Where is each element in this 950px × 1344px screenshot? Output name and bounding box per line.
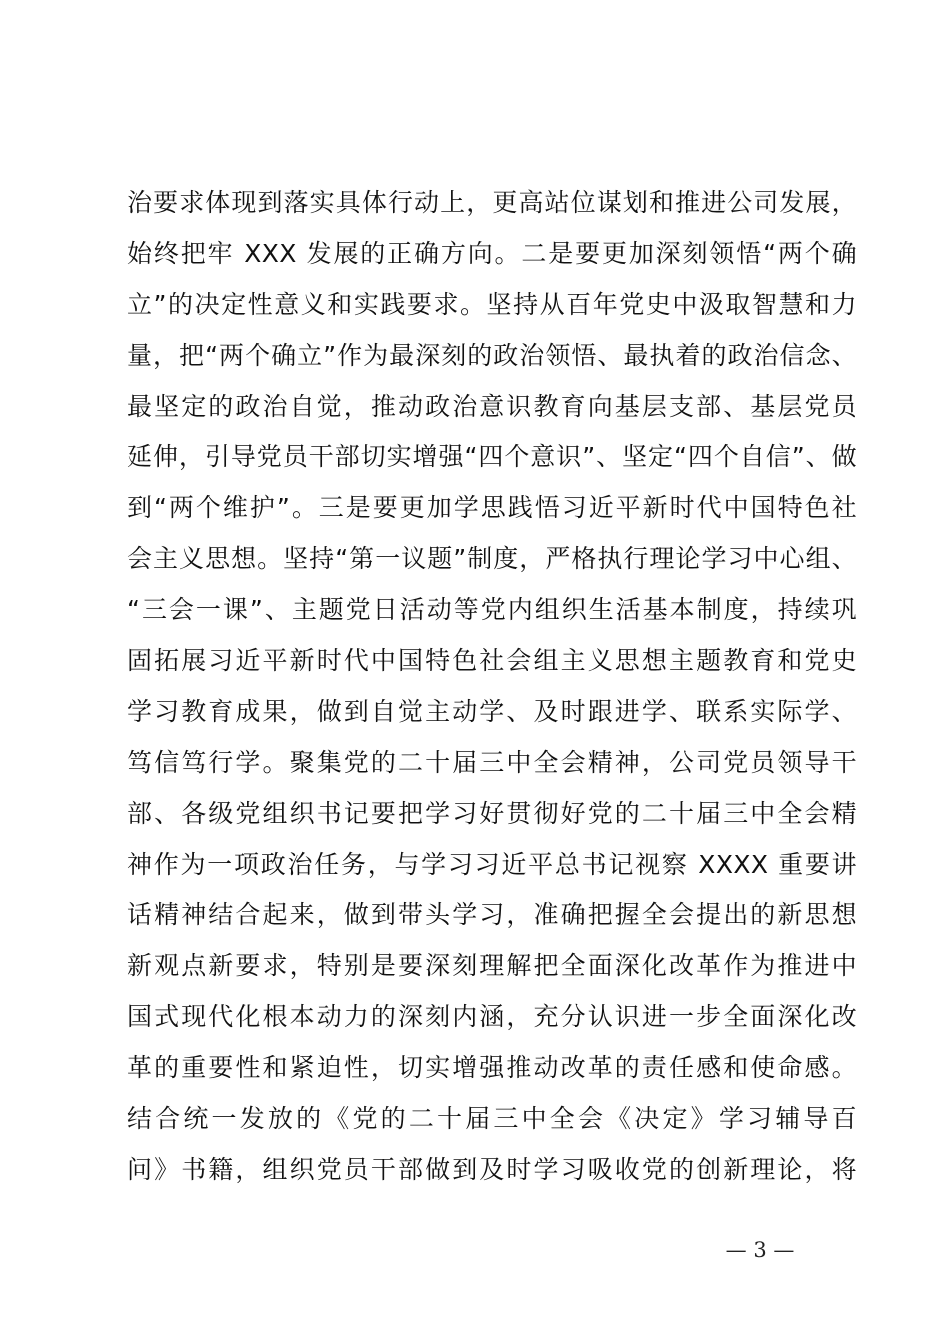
text-line: 新观点新要求，特别是要深刻理解把全面深化改革作为推进中 xyxy=(127,951,857,981)
body-text xyxy=(127,178,857,1196)
text-line: 国式现代化根本动力的深刻内涵，充分认识进一步全面深化改 xyxy=(127,1002,857,1032)
text-line: 神作为一项政治任务，与学习习近平总书记视察 XXXX 重要讲 xyxy=(127,849,857,879)
text-line: 部、各级党组织书记要把学习好贯彻好党的二十届三中全会精 xyxy=(127,798,857,828)
text-line: 问》书籍，组织党员干部做到及时学习吸收党的创新理论，将 xyxy=(127,1154,857,1184)
text-line: 会主义思想。坚持“第一议题”制度，严格执行理论学习中心组、 xyxy=(127,544,857,574)
text-line: 话精神结合起来，做到带头学习，准确把握全会提出的新思想 xyxy=(127,900,857,930)
text-line: “三会一课”、主题党日活动等党内组织生活基本制度，持续巩 xyxy=(127,595,857,625)
page-number: — 3 — xyxy=(725,1238,795,1262)
text-line: 学习教育成果，做到自觉主动学、及时跟进学、联系实际学、 xyxy=(127,696,857,726)
text-line: 最坚定的政治自觉，推动政治意识教育向基层支部、基层党员 xyxy=(127,391,857,421)
text-line: 延伸，引导党员干部切实增强“四个意识”、坚定“四个自信”、做 xyxy=(127,442,857,472)
text-line: 笃信笃行学。聚集党的二十届三中全会精神，公司党员领导干 xyxy=(127,747,857,777)
text-line: 立”的决定性意义和实践要求。坚持从百年党史中汲取智慧和力 xyxy=(127,289,857,319)
text-line: 革的重要性和紧迫性，切实增强推动改革的责任感和使命感。 xyxy=(127,1053,857,1083)
text-line: 治要求体现到落实具体行动上，更高站位谋划和推进公司发展， xyxy=(127,188,857,217)
text-line: 结合统一发放的《党的二十届三中全会《决定》学习辅导百 xyxy=(127,1104,857,1134)
text-line: 固拓展习近平新时代中国特色社会组主义思想主题教育和党史 xyxy=(127,646,857,676)
text-line: 量，把“两个确立”作为最深刻的政治领悟、最执着的政治信念、 xyxy=(127,340,857,370)
text-line: 到“两个维护”。三是要更加学思践悟习近平新时代中国特色社 xyxy=(127,493,857,523)
text-line: 始终把牢 XXX 发展的正确方向。二是要更加深刻领悟“两个确 xyxy=(127,238,857,268)
